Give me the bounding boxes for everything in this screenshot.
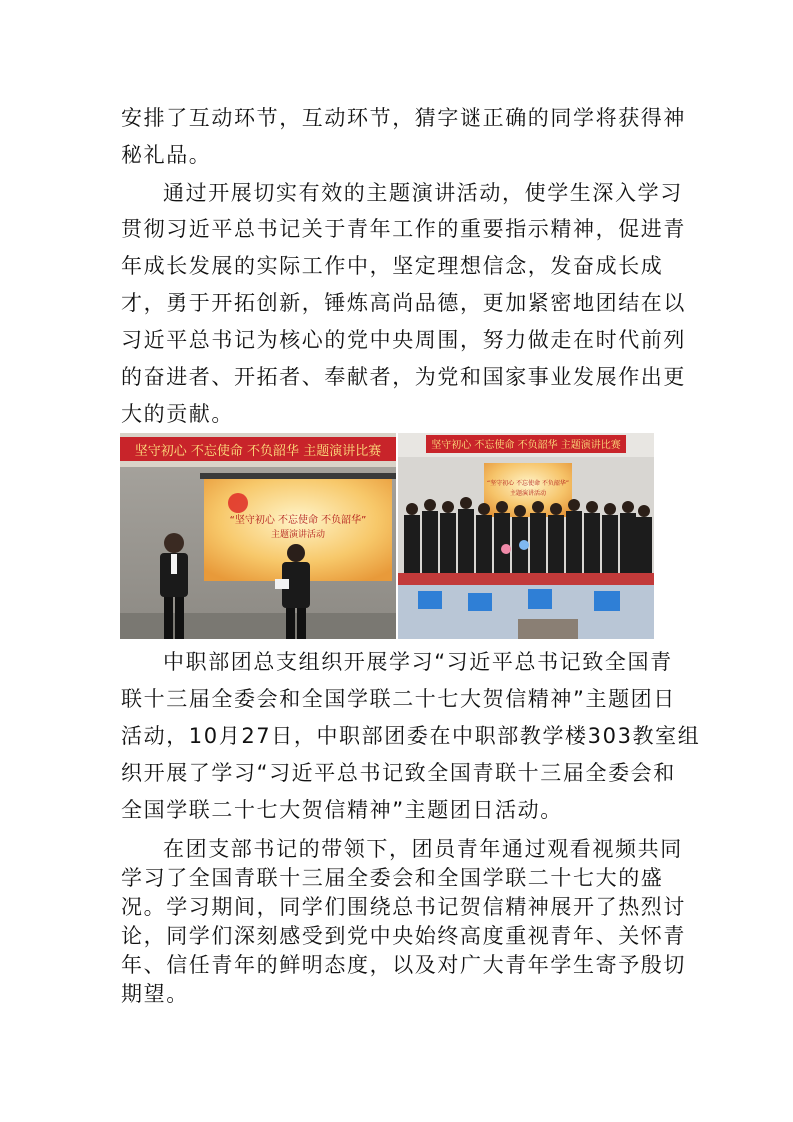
text-line: 习近平总书记为核心的党中央周围，努力做走在时代前列	[121, 328, 686, 352]
photo-speakers-image	[120, 433, 396, 639]
text-line: 秘礼品。	[121, 143, 212, 167]
text-line: 贯彻习近平总书记关于青年工作的重要指示精神，促进青	[121, 217, 686, 241]
text-line: 织开展了学习“习近平总书记致全国青联十三届全委会和	[121, 761, 676, 785]
text-line: 安排了互动环节，互动环节，猜字谜正确的同学将获得神	[121, 106, 686, 130]
text-line: 的奋进者、开拓者、奉献者，为党和国家事业发展作出更	[121, 365, 686, 389]
text-line: 况。学习期间，同学们围绕总书记贺信精神展开了热烈讨	[121, 895, 686, 919]
text-line: 年、信任青年的鲜明态度，以及对广大青年学生寄予殷切	[121, 953, 686, 977]
text-line: 联十三届全委会和全国学联二十七大贺信精神”主题团日	[121, 687, 676, 711]
photo-screen-subtitle: 主题演讲活动	[270, 530, 326, 540]
photo-screen-subtitle: 主题演讲活动	[509, 490, 547, 497]
text-line: 期望。	[121, 982, 189, 1006]
text-line: 在团支部书记的带领下，团员青年通过观看视频共同	[163, 837, 683, 861]
text-line: 才，勇于开拓创新，锤炼高尚品德，更加紧密地团结在以	[121, 291, 686, 315]
text-line: 通过开展切实有效的主题演讲活动，使学生深入学习	[163, 181, 683, 205]
photo-screen-title: “坚守初心 不忘使命 不负韶华”	[229, 515, 367, 526]
photo-banner-text: 坚守初心 不忘使命 不负韶华 主题演讲比赛	[431, 440, 621, 451]
text-line: 中职部团总支组织开展学习“习近平总书记致全国青	[163, 650, 673, 674]
photo-group-image	[398, 433, 654, 639]
text-line: 全国学联二十七大贺信精神”主题团日活动。	[121, 798, 563, 822]
photo-screen-title: “坚守初心 不忘使命 不负韶华”	[486, 480, 570, 487]
text-line: 论，同学们深刻感受到党中央始终高度重视青年、关怀青	[121, 924, 686, 948]
photo-speakers	[120, 433, 396, 639]
photo-banner-text: 坚守初心 不忘使命 不负韶华 主题演讲比赛	[134, 444, 382, 459]
photo-group	[398, 433, 654, 639]
text-line: 年成长发展的实际工作中，坚定理想信念，发奋成长成	[121, 254, 664, 278]
text-line: 活动，10月27日，中职部团委在中职部教学楼303教室组	[121, 724, 701, 748]
text-line: 学习了全国青联十三届全委会和全国学联二十七大的盛	[121, 866, 664, 890]
text-line: 大的贡献。	[121, 402, 234, 426]
